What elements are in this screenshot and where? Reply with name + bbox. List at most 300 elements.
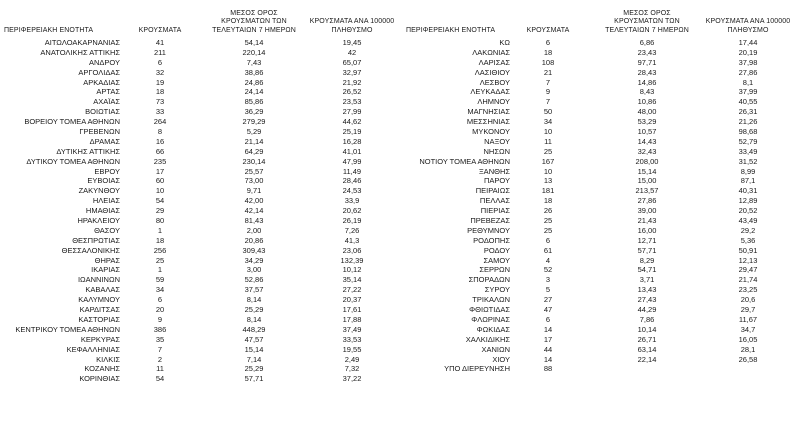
per100k-value: 37,49 [342,324,362,334]
avg7-value: 27,86 [637,196,657,206]
region-name: ΘΗΡΑΣ [94,255,120,265]
cases-value: 41 [155,38,165,47]
region-name: ΛΕΥΚΑΔΑΣ [470,87,510,97]
table-row [0,345,400,355]
per100k-value: 19,55 [342,344,362,354]
cases-value: 14 [543,354,553,364]
region-name: ΛΕΣΒΟΥ [479,77,510,87]
region-name: ΑΝΑΤΟΛΙΚΗΣ ΑΤΤΙΚΗΣ [40,47,120,57]
table-row [0,137,400,147]
per100k-value: 27,22 [342,285,362,295]
table-row [400,355,800,365]
per100k-value: 16,28 [342,136,362,146]
cases-value: 44 [543,344,553,354]
region-name: ΚΑΛΥΜΝΟΥ [78,295,120,305]
table-row [400,48,800,58]
per100k-value: 23,06 [342,245,362,255]
table-row [400,226,800,236]
table-row [0,186,400,196]
region-name: ΗΡΑΚΛΕΙΟΥ [77,216,120,226]
per100k-value: 29,7 [740,305,756,315]
table-row [0,285,400,295]
avg7-value: 8,14 [246,295,262,305]
cases-value: 47 [543,305,553,315]
table-row [400,265,800,275]
region-name: ΝΑΞΟΥ [484,136,510,146]
table-row [400,147,800,157]
per100k-value: 26,58 [738,354,758,364]
cases-value: 80 [155,216,165,226]
table-row [0,315,400,325]
region-name: ΛΑΚΩΝΙΑΣ [472,47,510,57]
region-name: ΡΟΔΟΠΗΣ [473,235,510,245]
region-name: ΚΑΣΤΟΡΙΑΣ [78,314,120,324]
header-per100k: ΚΡΟΥΣΜΑΤΑ ΑΝΑ 100000 ΠΛΗΘΥΣΜΟ [705,18,791,34]
region-name: ΖΑΚΥΝΘΟΥ [78,186,120,196]
region-name: ΘΕΣΠΡΩΤΙΑΣ [72,235,120,245]
cases-value: 25 [543,216,553,226]
table-row [0,48,400,58]
table-row [400,78,800,88]
table-row [400,206,800,216]
avg7-value: 5,29 [246,127,262,137]
per100k-value: 98,68 [738,127,758,137]
cases-value: 235 [153,156,167,166]
avg7-value: 24,86 [244,77,264,87]
per100k-value: 25,19 [342,127,362,137]
avg7-value: 8,29 [639,255,655,265]
per100k-value: 17,88 [342,314,362,324]
region-name: ΠΕΙΡΑΙΩΣ [475,186,510,196]
region-name: ΥΠΟ ΔΙΕΡΕΥΝΗΣΗ [444,364,510,374]
cases-value: 7 [545,97,551,107]
per100k-value: 5,36 [740,235,756,245]
table-body-right [400,38,800,374]
region-name: ΜΑΓΝΗΣΙΑΣ [467,107,510,117]
per100k-value: 33,53 [342,334,362,344]
region-name: ΧΑΝΙΩΝ [481,344,510,354]
avg7-value: 21,43 [637,216,657,226]
avg7-value: 2,00 [246,225,262,235]
avg7-value: 73,00 [244,176,264,186]
region-name: ΝΗΣΩΝ [483,146,510,156]
region-name: ΓΡΕΒΕΝΩΝ [79,127,120,137]
cases-value: 11 [156,364,164,374]
avg7-value: 81,43 [244,216,264,226]
avg7-value: 213,57 [635,186,659,196]
per100k-value: 7,32 [344,364,360,374]
cases-value: 3 [545,275,551,285]
cases-value: 20 [155,305,165,315]
region-name: ΑΡΚΑΔΙΑΣ [83,77,120,87]
per100k-value: 41,01 [342,146,362,156]
cases-value: 54 [155,374,165,384]
per100k-value: 2,49 [344,354,360,364]
region-name: ΕΥΒΟΙΑΣ [87,176,120,186]
region-name: ΠΑΡΟΥ [483,176,510,186]
cases-value: 26 [543,206,553,216]
table-row [400,256,800,266]
per100k-value: 52,79 [738,136,758,146]
region-name: ΑΙΤΩΛΟΑΚΑΡΝΑΝΙΑΣ [44,38,120,47]
table-row [400,137,800,147]
cases-value: 108 [541,57,555,67]
avg7-value: 10,14 [637,324,657,334]
avg7-value: 28,43 [637,67,657,77]
avg7-value: 42,14 [244,206,264,216]
per100k-value: 37,99 [738,87,758,97]
cases-value: 11 [544,136,552,146]
cases-value: 25 [543,225,553,235]
cases-value: 52 [543,265,553,275]
table-row [0,335,400,345]
region-name: ΧΙΟΥ [492,354,510,364]
per100k-value: 12,13 [738,255,758,265]
avg7-value: 27,43 [637,295,657,305]
per100k-value: 28,1 [740,344,756,354]
per100k-value: 12,89 [738,196,758,206]
per100k-value: 37,22 [342,374,362,384]
per100k-value: 47,99 [342,156,362,166]
avg7-value: 97,71 [637,57,657,67]
per100k-value: 24,53 [342,186,362,196]
region-name: ΚΕΡΚΥΡΑΣ [80,334,120,344]
region-name: ΘΑΣΟΥ [94,225,120,235]
cases-value: 16 [155,136,165,146]
avg7-value: 10,86 [637,97,657,107]
avg7-value: 21,14 [244,136,264,146]
region-name: ΑΡΤΑΣ [96,87,120,97]
cases-value: 264 [153,117,167,127]
region-name: ΧΑΛΚΙΔΙΚΗΣ [465,334,510,344]
table-header-right [400,0,800,38]
region-name: ΜΥΚΟΝΟΥ [472,127,510,137]
avg7-value: 25,57 [244,166,264,176]
header-cases: ΚΡΟΥΣΜΑΤΑ [138,26,182,34]
table-row [0,107,400,117]
cases-value: 7 [545,77,551,87]
cases-value: 386 [153,324,167,334]
cases-value: 2 [157,354,163,364]
per100k-value: 26,52 [342,87,362,97]
region-name: ΦΘΙΩΤΙΔΑΣ [469,305,510,315]
cases-value: 21 [543,67,553,77]
avg7-value: 12,71 [637,235,657,245]
per100k-value: 20,52 [738,206,758,216]
avg7-value: 448,29 [242,324,266,334]
per100k-value: 32,97 [342,67,362,77]
avg7-value: 38,86 [244,67,264,77]
per100k-value: 50,91 [738,245,758,255]
per100k-value: 23,53 [342,97,362,107]
per100k-value: 43,49 [738,216,758,226]
per100k-value: 29,2 [740,225,756,235]
table-row [0,295,400,305]
table-row [0,265,400,275]
cases-value: 17 [543,334,553,344]
cases-value: 6 [545,314,551,324]
per100k-value: 29,47 [738,265,758,275]
region-name: ΞΑΝΘΗΣ [478,166,510,176]
table-row [0,117,400,127]
cases-value: 33 [155,107,165,117]
avg7-value: 54,14 [244,38,264,47]
region-name: ΔΥΤΙΚΗΣ ΑΤΤΙΚΗΣ [56,146,120,156]
per100k-value: 21,74 [738,275,758,285]
cases-value: 10 [155,186,165,196]
header-cases: ΚΡΟΥΣΜΑΤΑ [526,26,570,34]
table-body-left [0,38,400,384]
avg7-value: 208,00 [635,156,659,166]
cases-value: 8 [157,127,163,137]
cases-value: 19 [155,77,165,87]
avg7-value: 32,43 [637,146,657,156]
per100k-value: 28,46 [342,176,362,186]
region-name: ΡΟΔΟΥ [483,245,510,255]
cases-value: 50 [543,107,553,117]
region-name: ΚΕΦΑΛΛΗΝΙΑΣ [66,344,120,354]
cases-value: 10 [543,166,553,176]
table-row [0,68,400,78]
per100k-value: 20,62 [342,206,362,216]
cases-value: 1 [157,265,163,275]
cases-value: 14 [543,324,553,334]
per100k-value: 11,67 [738,314,758,324]
table-row [0,216,400,226]
avg7-value: 7,14 [246,354,262,364]
avg7-value: 20,86 [244,235,264,245]
per100k-value: 8,99 [740,166,756,176]
region-name: ΒΟΡΕΙΟΥ ΤΟΜΕΑ ΑΘΗΝΩΝ [24,117,120,127]
header-avg7: ΜΕΣΟΣ ΟΡΟΣ ΚΡΟΥΣΜΑΤΩΝ ΤΩΝ ΤΕΛΕΥΤΑΙΩΝ 7 ΗΜΕΡΩΝ [605,9,689,34]
cases-value: 6 [545,235,551,245]
table-row [400,315,800,325]
avg7-value: 6,86 [639,38,655,47]
region-name: ΛΗΜΝΟΥ [477,97,510,107]
region-name: ΚΟΡΙΝΘΙΑΣ [79,374,120,384]
per100k-value: 17,44 [738,38,758,47]
table-right-half [400,0,800,440]
per100k-value: 16,05 [738,334,758,344]
table-row [400,117,800,127]
cases-value: 6 [157,295,163,305]
avg7-value: 23,43 [637,47,657,57]
header-per100k: ΚΡΟΥΣΜΑΤΑ ΑΝΑ 100000 ΠΛΗΘΥΣΜΟ [309,18,395,34]
cases-value: 59 [155,275,165,285]
per100k-value: 17,61 [342,305,362,315]
region-name: ΝΟΤΙΟΥ ΤΟΜΕΑ ΑΘΗΝΩΝ [419,156,510,166]
per100k-value: 7,26 [344,225,360,235]
region-name: ΑΧΑΪΑΣ [93,97,120,107]
cases-value: 88 [543,364,553,374]
region-name: ΚΙΛΚΙΣ [96,354,120,364]
per100k-value: 20,37 [342,295,362,305]
table-row [400,236,800,246]
per100k-value: 40,55 [738,97,758,107]
avg7-value: 15,14 [637,166,657,176]
avg7-value: 53,29 [637,117,657,127]
region-name: ΠΙΕΡΙΑΣ [480,206,510,216]
per100k-value: 42 [347,47,357,57]
per100k-value: 37,98 [738,57,758,67]
table-row [0,157,400,167]
region-name: ΛΑΣΙΘΙΟΥ [474,67,510,77]
per100k-value: 8,1 [742,77,754,87]
table-row [400,157,800,167]
cases-value: 10 [543,127,553,137]
cases-value: 35 [155,334,165,344]
table-row [400,345,800,355]
table-row [0,87,400,97]
table-row [400,285,800,295]
avg7-value: 8,43 [639,87,655,97]
per100k-value: 27,86 [738,67,758,77]
cases-value: 13 [543,176,553,186]
cases-value: 7 [157,344,163,354]
avg7-value: 15,14 [244,344,264,354]
region-name: ΛΑΡΙΣΑΣ [478,57,510,67]
table-row [0,58,400,68]
avg7-value: 85,86 [244,97,264,107]
region-name: ΚΑΡΔΙΤΣΑΣ [79,305,120,315]
cases-value: 60 [155,176,165,186]
avg7-value: 44,29 [637,305,657,315]
cases-value: 9 [545,87,551,97]
avg7-value: 39,00 [637,206,657,216]
avg7-value: 22,14 [637,354,657,364]
region-name: ΣΕΡΡΩΝ [479,265,510,275]
per100k-value: 65,07 [342,57,362,67]
region-name: ΚΟΖΑΝΗΣ [84,364,120,374]
table-row [400,68,800,78]
table-row [0,97,400,107]
table-row [400,246,800,256]
cases-value: 6 [545,38,551,47]
table-row [400,38,800,48]
avg7-value: 34,29 [244,255,264,265]
table-row [400,87,800,97]
region-name: ΚΕΝΤΡΙΚΟΥ ΤΟΜΕΑ ΑΘΗΝΩΝ [15,324,120,334]
avg7-value: 9,71 [246,186,262,196]
table-row [400,305,800,315]
avg7-value: 15,00 [637,176,657,186]
cases-value: 1 [157,225,163,235]
header-avg7: ΜΕΣΟΣ ΟΡΟΣ ΚΡΟΥΣΜΑΤΩΝ ΤΩΝ ΤΕΛΕΥΤΑΙΩΝ 7 ΗΜΕΡΩΝ [212,9,296,34]
cases-value: 66 [155,146,165,156]
avg7-value: 10,57 [637,127,657,137]
table-row [400,107,800,117]
per100k-value: 40,31 [738,186,758,196]
region-name: ΕΒΡΟΥ [94,166,120,176]
per100k-value: 35,14 [342,275,362,285]
avg7-value: 220,14 [242,47,266,57]
cases-value: 181 [541,186,555,196]
region-name: ΠΕΛΛΑΣ [479,196,510,206]
table-row [0,364,400,374]
cases-value: 5 [545,285,551,295]
table-row [400,335,800,345]
region-name: ΘΕΣΣΑΛΟΝΙΚΗΣ [61,245,120,255]
avg7-value: 25,29 [244,305,264,315]
table-row [400,216,800,226]
table-header-left [0,0,400,38]
table-row [0,325,400,335]
cases-value: 29 [155,206,165,216]
avg7-value: 64,29 [244,146,264,156]
region-name: ΚΑΒΑΛΑΣ [85,285,120,295]
per100k-value: 10,12 [342,265,362,275]
table-row [400,325,800,335]
table-row [0,355,400,365]
avg7-value: 7,86 [639,314,655,324]
region-name: ΦΛΩΡΙΝΑΣ [471,314,510,324]
table-row [400,167,800,177]
table-row [400,127,800,137]
table-row [0,206,400,216]
per100k-value: 87,1 [740,176,756,186]
avg7-value: 14,43 [637,136,657,146]
cases-value: 18 [155,235,165,245]
table-row [0,374,400,384]
per100k-value: 20,19 [738,47,758,57]
table-row [0,226,400,236]
cases-value: 6 [157,57,163,67]
region-name: ΔΡΑΜΑΣ [89,136,120,146]
avg7-value: 54,71 [637,265,657,275]
region-name: ΔΥΤΙΚΟΥ ΤΟΜΕΑ ΑΘΗΝΩΝ [26,156,120,166]
cases-value: 167 [541,156,555,166]
table-row [400,275,800,285]
cases-value: 9 [157,314,163,324]
table-row [400,364,800,374]
cases-value: 54 [155,196,165,206]
table-row [400,186,800,196]
avg7-value: 42,00 [244,196,264,206]
avg7-value: 57,71 [637,245,657,255]
region-name: ΙΚΑΡΙΑΣ [91,265,120,275]
avg7-value: 47,57 [244,334,264,344]
table-row [0,275,400,285]
cases-value: 18 [543,196,553,206]
per100k-value: 23,25 [738,285,758,295]
cases-value: 32 [155,67,165,77]
region-name: ΦΩΚΙΔΑΣ [476,324,510,334]
per100k-value: 33,9 [344,196,360,206]
table-row [0,38,400,48]
table-row [400,176,800,186]
region-name: ΣΑΜΟΥ [483,255,510,265]
avg7-value: 3,00 [246,265,262,275]
cases-value: 17 [155,166,165,176]
table-row [0,78,400,88]
avg7-value: 52,86 [244,275,264,285]
region-name: ΑΡΓΟΛΙΔΑΣ [78,67,120,77]
header-region: ΠΕΡΙΦΕΡΕΙΑΚΗ ΕΝΟΤΗΤΑ [4,26,94,34]
avg7-value: 7,43 [246,57,262,67]
table-row [0,246,400,256]
cases-value: 25 [543,146,553,156]
per100k-value: 19,45 [342,38,362,47]
avg7-value: 279,29 [242,117,266,127]
cases-value: 73 [155,97,165,107]
per100k-value: 34,7 [740,324,756,334]
table-row [0,196,400,206]
region-name: ΚΩ [499,38,510,47]
avg7-value: 14,86 [637,77,657,87]
table-row [0,147,400,157]
avg7-value: 25,29 [244,364,264,374]
per100k-value: 26,31 [738,107,758,117]
